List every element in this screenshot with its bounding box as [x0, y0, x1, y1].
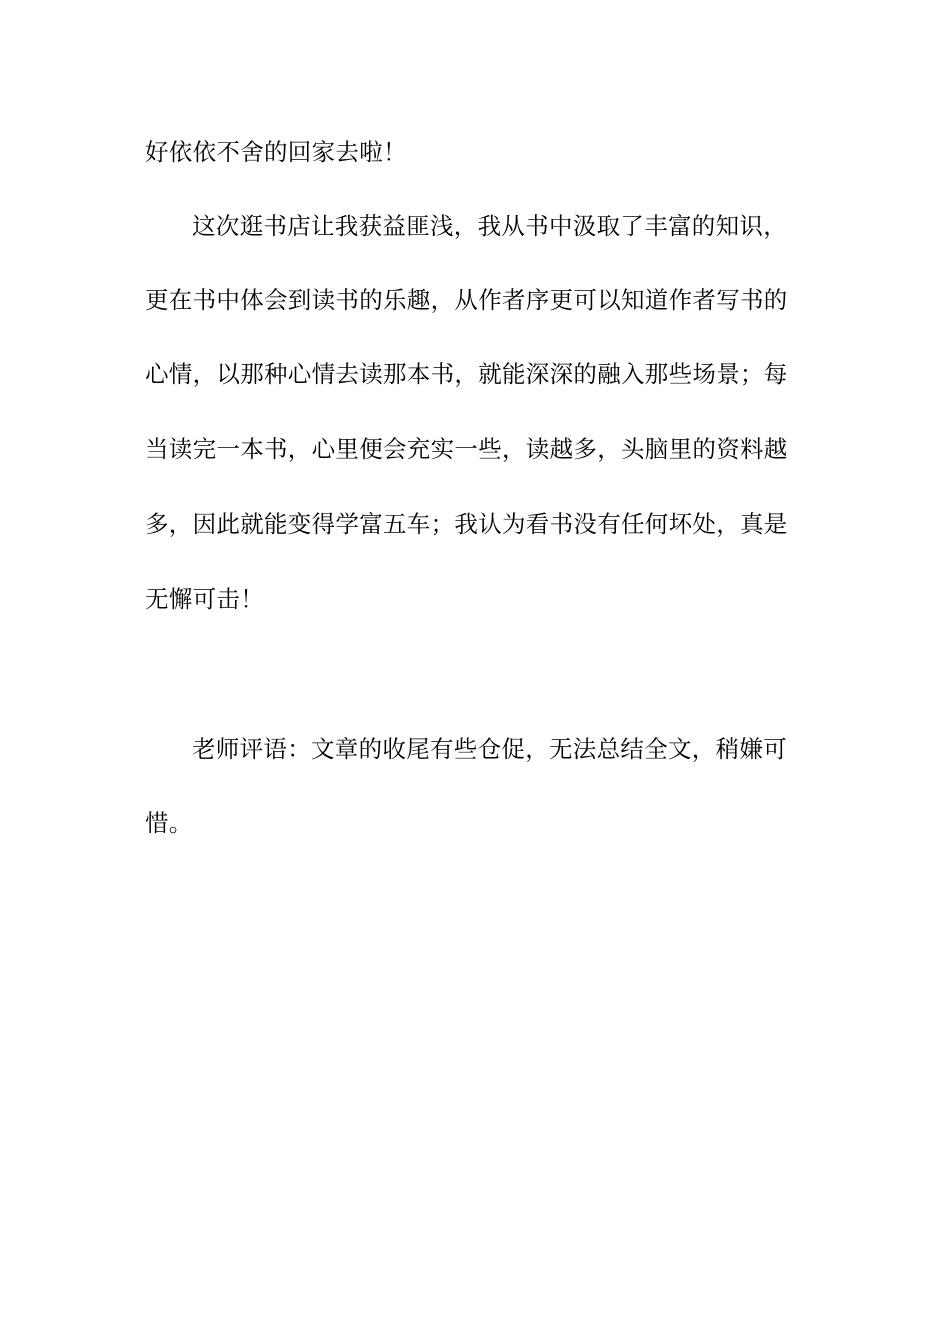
paragraph-line: 当读完一本书，心里便会充实一些，读越多，头脑里的资料越 [145, 435, 788, 463]
teacher-comment-line: 惜。 [145, 809, 193, 837]
paragraph-line: 无懈可击！ [145, 585, 264, 613]
paragraph-line: 好依依不舍的回家去啦！ [145, 138, 407, 166]
paragraph-line: 多，因此就能变得学富五车；我认为看书没有任何坏处，真是 [145, 510, 788, 538]
paragraph-line: 更在书中体会到读书的乐趣，从作者序更可以知道作者写书的 [145, 286, 788, 314]
teacher-comment-line: 老师评语：文章的收尾有些仓促，无法总结全文，稍嫌可 [192, 735, 787, 763]
paragraph-line: 心情，以那种心情去读那本书，就能深深的融入那些场景；每 [145, 360, 788, 388]
paragraph-line: 这次逛书店让我获益匪浅，我从书中汲取了丰富的知识， [192, 212, 787, 240]
